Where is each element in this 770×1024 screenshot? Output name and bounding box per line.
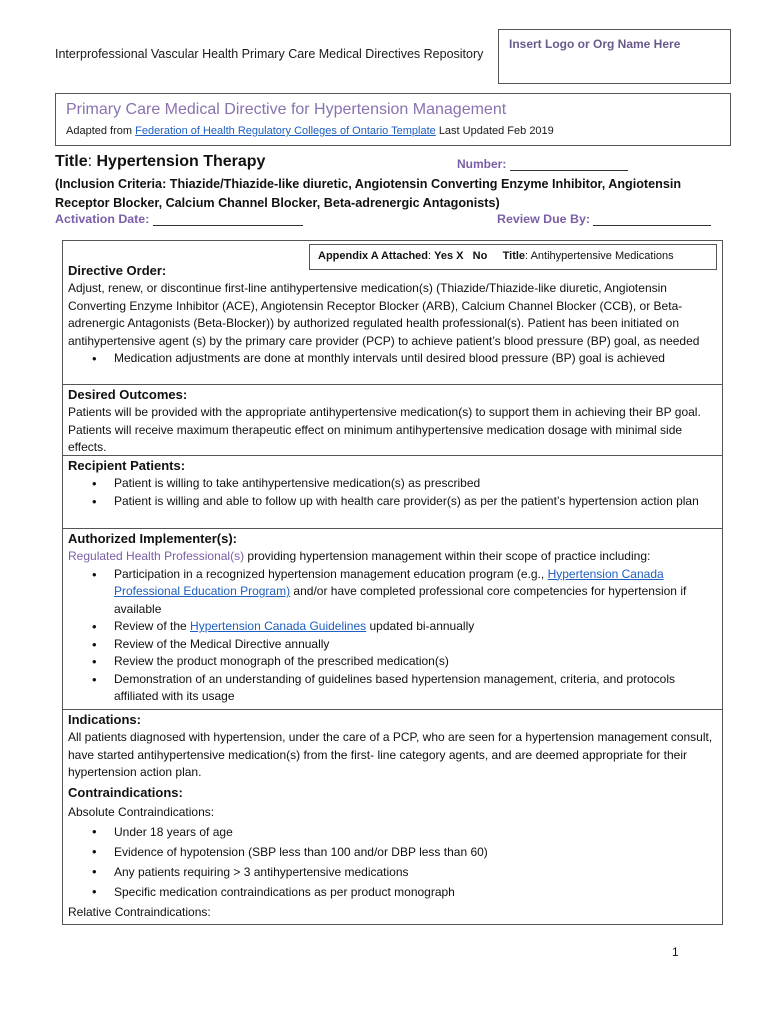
review-due-field xyxy=(497,212,711,226)
directive-title-line: Title: Hypertension Therapy xyxy=(55,153,266,170)
recipient-patients-section xyxy=(68,457,718,510)
activation-date-field: Activation Date: xyxy=(55,212,303,226)
authorized-implementer-section xyxy=(68,530,718,706)
section-divider xyxy=(62,455,723,456)
list-item: • Medication adjustments are done at monthly intervals until desired blood pressure (BP) goal is achieved xyxy=(114,350,718,368)
relative-contraindications-label: Relative Contraindications: xyxy=(68,905,211,919)
appendix-title-label: Title xyxy=(502,250,526,262)
number-field: Number: xyxy=(457,157,628,171)
regulated-professional-label: Regulated Health Professional(s) xyxy=(68,549,245,563)
recipient-patients-bullets xyxy=(68,475,718,510)
adapted-from-line xyxy=(66,125,554,137)
bullet-text: and/or have completed professional core competencies for hypertension if available xyxy=(114,584,687,616)
list-item: • Evidence of hypotension (SBP less than 100 and/or DBP less than 60) xyxy=(114,842,718,862)
directive-order-heading: Directive Order: xyxy=(68,263,167,278)
section-divider xyxy=(62,709,723,710)
contraindications-bullets xyxy=(68,822,718,902)
activation-label: Activation Date xyxy=(55,212,146,226)
recipient-patients-heading: Recipient Patients: xyxy=(68,458,186,473)
absolute-contraindications-label: Absolute Contraindications: xyxy=(68,805,215,819)
list-item xyxy=(114,566,718,619)
list-item: • Review the product monograph of the prescribed medication(s) xyxy=(114,653,718,671)
section-divider xyxy=(62,528,723,529)
indications-section xyxy=(68,711,718,782)
list-item: • Patient is willing and able to follow up with health care provider(s) as per the patient’s hypertension action plan xyxy=(114,493,718,511)
activation-blank[interactable] xyxy=(153,213,303,226)
number-blank[interactable] xyxy=(510,158,628,171)
hypertension-canada-guidelines-link[interactable]: Hypertension Canada Guidelines xyxy=(190,619,367,633)
indications-text: All patients diagnosed with hypertension, under the care of a PCP, who are seen for a hypertension management consult, have started antihypertensive medication(s) from the first- line category agents, and are deemed appropriate for their hypertension action plan. xyxy=(68,730,713,779)
page-number: 1 xyxy=(672,945,679,959)
appendix-no: No xyxy=(472,250,488,262)
appendix-yes: Yes X xyxy=(434,250,464,262)
appendix-label: Appendix A Attached xyxy=(318,250,429,262)
list-item: • Patient is willing to take antihypertensive medication(s) as prescribed xyxy=(114,475,718,493)
bullet-text: updated bi-annually xyxy=(366,619,475,633)
implementer-bullets xyxy=(68,566,718,706)
appendix-box: Appendix A Attached: Yes X No Title: Antihypertensive Medications xyxy=(309,244,717,270)
number-label: Number xyxy=(457,157,503,171)
title-value: Hypertension Therapy xyxy=(96,153,266,170)
section-divider xyxy=(62,384,723,385)
last-updated: Last Updated Feb 2019 xyxy=(438,125,554,137)
list-item: • Any patients requiring > 3 antihypertensive medications xyxy=(114,862,718,882)
review-blank[interactable] xyxy=(593,213,711,226)
desired-outcomes-text: Patients will be provided with the appropriate antihypertensive medication(s) to support them in achieving their BP goal. Patients will receive maximum therapeutic effect on minimum antihypertensive medication dosage with minimal side effects. xyxy=(68,405,701,454)
document-title: Primary Care Medical Directive for Hypertension Management xyxy=(66,101,507,118)
authorized-implementer-heading: Authorized Implementer(s): xyxy=(68,531,238,546)
bullet-text: Review of the xyxy=(114,619,191,633)
hypertension-canada-education-link[interactable]: Hypertension Canada Professional Education Program) xyxy=(114,566,664,598)
directive-order-text: Adjust, renew, or discontinue first-line antihypertensive medication(s) (Thiazide/Thiazide-like diuretic, Angiotensin Converting Enzyme Inhibitor (ACE), Angiotensin Receptor Blocker (ARB), Calcium Channel Blocker (CCB), or Beta-adrenergic Antagonists (Beta-Blocker)) by authorized regulated health professional(s). Patient has been initiated on antihypertensive agent (s) by the primary care provider (PCP) to achieve patient’s blood pressure (BP) goal, as needed xyxy=(68,281,700,348)
document-title-box xyxy=(55,93,731,146)
contraindications-heading: Contraindications: xyxy=(68,785,183,800)
desired-outcomes-heading: Desired Outcomes: xyxy=(68,387,188,402)
list-item: • Under 18 years of age xyxy=(114,822,718,842)
list-item: • Demonstration of an understanding of guidelines based hypertension management, criteria, and protocols affiliated with its usage xyxy=(114,671,718,706)
indications-heading: Indications: xyxy=(68,712,141,727)
list-item xyxy=(114,618,718,636)
fhrco-template-link[interactable]: Federation of Health Regulatory Colleges of Ontario Template xyxy=(135,125,436,137)
desired-outcomes-section xyxy=(68,386,718,457)
repository-title: Interprofessional Vascular Health Primary Care Medical Directives Repository xyxy=(55,47,484,61)
directive-order-bullets xyxy=(68,350,718,368)
title-label: Title xyxy=(55,153,88,170)
directive-order-section xyxy=(68,262,718,368)
contraindications-section xyxy=(68,784,718,922)
adapted-prefix: Adapted from xyxy=(66,125,133,137)
implementer-intro-rest: providing hypertension management within their scope of practice including: xyxy=(244,549,651,563)
appendix-title-value: Antihypertensive Medications xyxy=(530,250,674,262)
logo-placeholder-text: Insert Logo or Org Name Here xyxy=(509,37,681,51)
logo-placeholder-box xyxy=(498,29,731,84)
implementer-intro xyxy=(68,548,718,566)
bullet-text: Participation in a recognized hypertension management education program (e.g., xyxy=(114,566,548,581)
list-item: • Review of the Medical Directive annually xyxy=(114,636,718,654)
inclusion-criteria: (Inclusion Criteria: Thiazide/Thiazide-like diuretic, Angiotensin Converting Enzyme Inhibitor, Angiotensin Receptor Blocker, Calcium Channel Blocker, Beta-adrenergic Antagonists) xyxy=(55,177,682,210)
list-item: • Specific medication contraindications as per product monograph xyxy=(114,882,718,902)
review-label: Review Due By: xyxy=(497,212,590,226)
